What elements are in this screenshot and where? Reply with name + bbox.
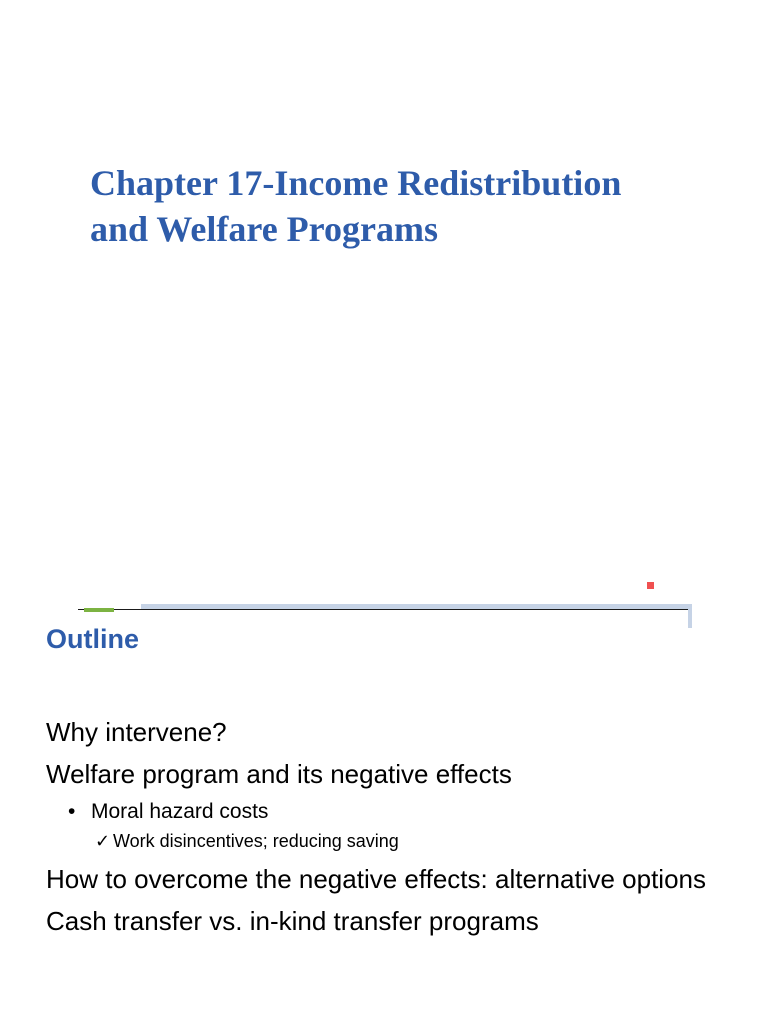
- red-marker: [647, 582, 654, 589]
- outline-subitem-label: Moral hazard costs: [91, 800, 269, 823]
- slide-title-line-1: Chapter 17-Income Redistribution: [90, 163, 622, 203]
- outline-item: Cash transfer vs. in-kind transfer programs: [46, 906, 539, 936]
- slide-title: [90, 160, 730, 252]
- outline-subsubitem-label: Work disincentives; reducing saving: [113, 831, 399, 851]
- outline-heading: Outline: [46, 624, 139, 654]
- outline-item: How to overcome the negative effects: alternative options: [46, 864, 707, 894]
- divider-end-cap: [688, 606, 692, 628]
- bullet-icon: •: [68, 800, 76, 823]
- outline-list: [46, 714, 736, 945]
- divider-line: [78, 609, 692, 610]
- outline-item: Why intervene?: [46, 717, 227, 747]
- slide-title-line-2: and Welfare Programs: [90, 209, 438, 249]
- outline-subitem: [46, 798, 736, 826]
- divider-accent-green: [84, 608, 114, 612]
- checkmark-icon: ✓: [95, 831, 111, 851]
- outline-subsubitem: [46, 829, 736, 853]
- divider-accent-blue: [141, 604, 692, 609]
- outline-item: Welfare program and its negative effects: [46, 759, 512, 789]
